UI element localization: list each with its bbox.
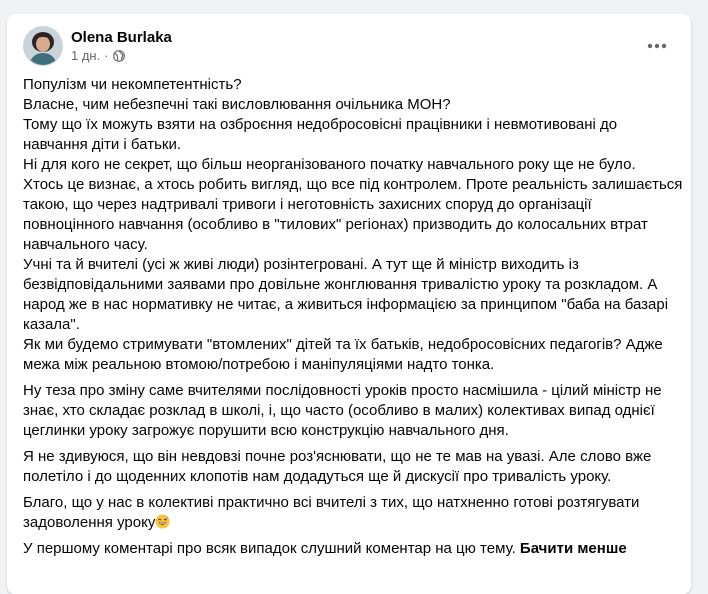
text-line: Благо, що у нас в колективі практично всі вчителі з тих, що натхненно готові розтягувати <box>23 494 640 511</box>
post-meta <box>71 48 125 64</box>
more-options-icon <box>647 43 667 49</box>
text-line: навчального часу. <box>23 236 148 253</box>
text-line: казала". <box>23 316 80 333</box>
avatar[interactable] <box>23 26 63 66</box>
text-line: Хтось це визнає, а хтось робить вигляд, що все під контролем. Проте реальність залишається <box>23 176 683 193</box>
paragraph-3 <box>23 447 671 487</box>
paragraph-1 <box>23 75 683 375</box>
text-line: знає, хто складає розклад в школі, і, що часто (особливо в малих) колективах випад однієї <box>23 402 655 419</box>
more-options-button[interactable] <box>639 28 675 64</box>
text-line: Популізм чи некомпетентність? <box>23 76 242 93</box>
text-line: народ же в нас нормативку не читає, а живиться інформацією за принципом "баба на базарі <box>23 296 669 313</box>
text-line: межа між реальною втомою/потребою і маніпуляціями надто тонка. <box>23 356 495 373</box>
text-fragment: задоволення уроку <box>23 514 156 531</box>
paragraph-2 <box>23 381 671 441</box>
text-line: навчання діти і батьки. <box>23 136 181 153</box>
text-line: цеглинки уроку загрожує порушити всю конструкцію навчального дня. <box>23 422 509 439</box>
text-line: Як ми будемо стримувати "втомлених" дітей та їх батьків, недобросовісних педагогів? Адже <box>23 336 663 353</box>
meta-separator: · <box>104 48 109 63</box>
see-less-link[interactable]: Бачити менше <box>519 540 627 557</box>
text-line-with-emoji <box>23 513 671 533</box>
text-line: такою, що через надтривалі тривоги і неготовність захисних споруд до організації <box>23 196 592 213</box>
paragraph-4 <box>23 493 671 533</box>
author-name[interactable]: Olena Burlaka <box>71 29 172 46</box>
text-line: полетіло і до щоденних клопотів нам додадуться ще й дискусії про тривалість уроку. <box>23 468 612 485</box>
text-line <box>23 539 671 559</box>
text-fragment: У першому коментарі про всяк випадок слушний коментар на цю тему. <box>23 540 520 557</box>
text-line: Учні та й вчителі (усі ж живі люди) розінтегровані. А тут ще й міністр виходить із <box>23 256 579 273</box>
post-header <box>23 26 675 66</box>
post-card <box>7 14 691 594</box>
text-line: Ну теза про зміну саме вчителями послідовності уроків просто насмішила - цілий міністр не <box>23 382 662 399</box>
text-line: безвідповідальними заявами про довільне жонглювання тривалістю уроку та розкладом. А <box>23 276 658 293</box>
grinning-sweat-emoji-icon <box>155 514 170 529</box>
post-text <box>23 75 683 565</box>
globe-icon[interactable] <box>113 50 125 62</box>
text-line: Власне, чим небезпечні такі висловлювання очільника МОН? <box>23 96 451 113</box>
text-line: Я не здивуюся, що він невдовзі почне роз'яснювати, що не те мав на увазі. Але слово вже <box>23 448 652 465</box>
text-line: Ні для кого не секрет, що більш неорганізованого початку навчального року ще не було. <box>23 156 636 173</box>
text-line: повноцінного навчання (особливо в "тилових" регіонах) призводить до колосальних втрат <box>23 216 648 233</box>
post-timestamp[interactable]: 1 дн. <box>71 48 101 63</box>
paragraph-5 <box>23 539 671 559</box>
text-line: Тому що їх можуть взяти на озброєння недобросовісні працівники і невмотивовані до <box>23 116 618 133</box>
